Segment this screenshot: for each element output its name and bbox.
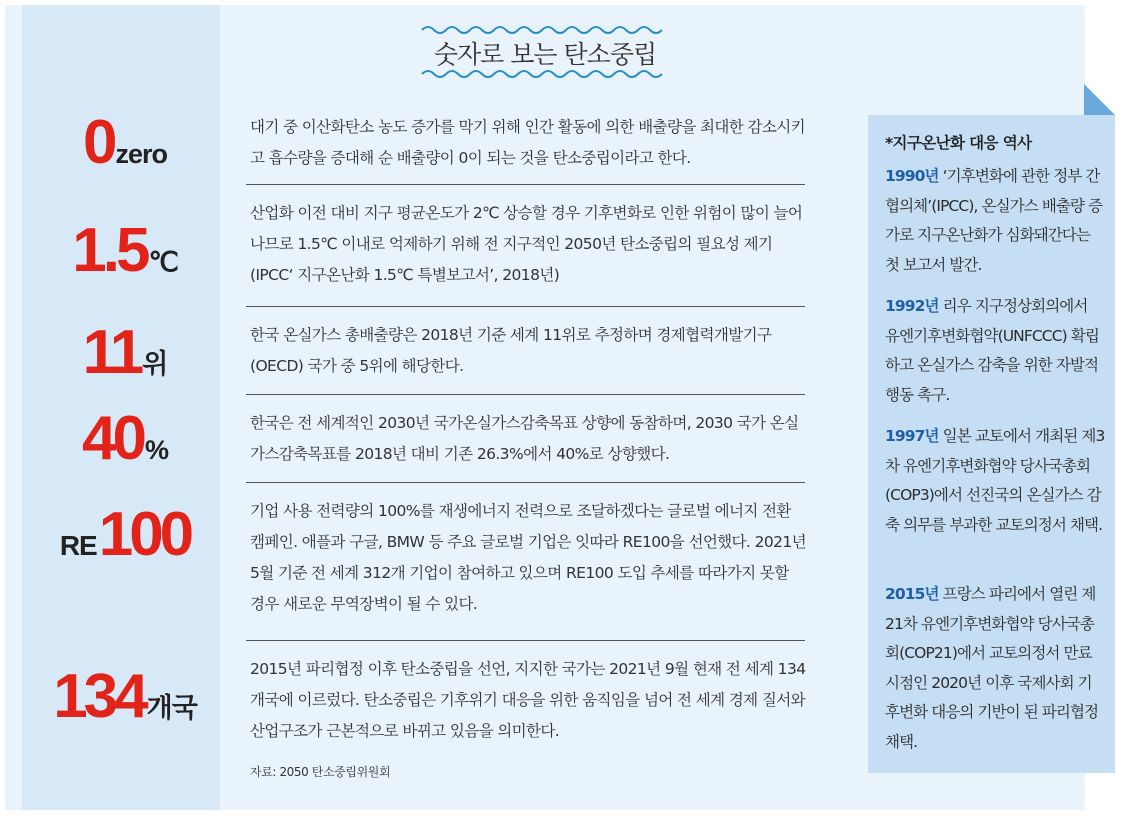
source-note: 자료: 2050 탄소중립위원회 bbox=[250, 765, 391, 779]
fact-text-11: 한국 온실가스 총배출량은 2018년 기준 세계 11위로 추정하며 경제협력개발기구(OECD) 국가 중 5위에 해당한다. bbox=[250, 326, 772, 375]
history-item bbox=[885, 422, 1105, 540]
history-year: 1992년 bbox=[885, 297, 939, 315]
fact-number: 100 bbox=[98, 500, 191, 569]
bottom-wave-decoration bbox=[420, 68, 670, 80]
fact-figure bbox=[30, 108, 220, 177]
history-text: ‘기후변화에 관한 정부 간 협의체’(IPCC), 온실가스 배출량 증가로 지구온난화가 심화돼간다는 첫 보고서 발간. bbox=[885, 167, 1103, 274]
fact-figure bbox=[30, 500, 220, 569]
divider bbox=[246, 394, 805, 395]
page-title: 숫자로 보는 탄소중립 bbox=[433, 40, 657, 69]
fact-number: 40 bbox=[82, 404, 143, 473]
history-year: 1990년 bbox=[885, 167, 939, 185]
fact-number: 0 bbox=[82, 108, 114, 177]
fact-figure bbox=[30, 216, 220, 285]
history-item bbox=[885, 580, 1105, 757]
fact-number: 11 bbox=[82, 318, 141, 387]
divider bbox=[246, 184, 805, 185]
fact-unit: 개국 bbox=[146, 693, 197, 723]
title-block bbox=[420, 24, 670, 80]
history-title: *지구온난화 대응 역사 bbox=[885, 134, 1032, 152]
divider bbox=[246, 640, 805, 641]
history-item bbox=[885, 292, 1105, 410]
history-text: 리우 지구정상회의에서 유엔기후변화협약(UNFCCC) 확립하고 온실가스 감축을 위한 자발적 행동 촉구. bbox=[885, 297, 1099, 404]
fact-unit: 위 bbox=[142, 349, 168, 379]
fact-figure bbox=[30, 404, 220, 473]
history-text: 프랑스 파리에서 열린 제21차 유엔기후변화협약 당사국총회(COP21)에서 교토의정서 만료 시점인 2020년 이후 국제사회 기후변화 대응의 기반이 된 파리협정 채택. bbox=[885, 585, 1099, 751]
fact-figure bbox=[30, 662, 220, 731]
fact-prefix: RE bbox=[59, 530, 97, 561]
folded-corner bbox=[1084, 84, 1115, 115]
history-year: 1997년 bbox=[885, 427, 939, 445]
fact-unit: zero bbox=[115, 139, 167, 169]
fact-number: 1.5 bbox=[72, 216, 147, 285]
history-year: 2015년 bbox=[885, 585, 939, 603]
fact-figure bbox=[30, 318, 220, 387]
fact-unit: ℃ bbox=[148, 247, 178, 277]
fact-text-134: 2015년 파리협정 이후 탄소중립을 선언, 지지한 국가는 2021년 9월 현재 전 세계 134개국에 이르렀다. 탄소중립은 기후위기 대응을 위한 움직임을 넘어 전 세계 경제 질서와 산업구조가 근본적으로 바뀌고 있음을 의미한다. bbox=[250, 660, 806, 740]
history-item bbox=[885, 162, 1105, 280]
fact-text-re100: 기업 사용 전력량의 100%를 재생에너지 전력으로 조달하겠다는 글로벌 에너지 전환 캠페인. 애플과 구글, BMW 등 주요 글로벌 기업은 잇따라 RE100을 선언했다. 2021년 5월 기준 전 세계 312개 기업이 참여하고 있으며 RE100 도입 추세를 따라가지 못할 경우 새로운 무역장벽이 될 수 있다. bbox=[250, 502, 807, 613]
history-text: 일본 교토에서 개최된 제3차 유엔기후변화협약 당사국총회(COP3)에서 선진국의 온실가스 감축 의무를 부과한 교토의정서 채택. bbox=[885, 427, 1105, 534]
fact-number: 134 bbox=[53, 662, 145, 731]
divider bbox=[246, 306, 805, 307]
fact-unit: % bbox=[144, 435, 168, 465]
divider bbox=[246, 482, 805, 483]
fact-text-40: 한국은 전 세계적인 2030년 국가온실가스감축목표 상향에 동참하며, 2030 국가 온실가스감축목표를 2018년 대비 기존 26.3%에서 40%로 상향했다. bbox=[250, 414, 799, 463]
fact-text-zero: 대기 중 이산화탄소 농도 증가를 막기 위해 인간 활동에 의한 배출량을 최대한 감소시키고 흡수량을 증대해 순 배출량이 0이 되는 것을 탄소중립이라고 한다. bbox=[250, 118, 805, 167]
fact-text-1-5: 산업화 이전 대비 지구 평균온도가 2℃ 상승할 경우 기후변화로 인한 위험이 많이 늘어나므로 1.5℃ 이내로 억제하기 위해 전 지구적인 2050년 탄소중립의 필요성 제기(IPCC‘ 지구온난화 1.5℃ 특별보고서’, 2018년) bbox=[250, 204, 803, 284]
